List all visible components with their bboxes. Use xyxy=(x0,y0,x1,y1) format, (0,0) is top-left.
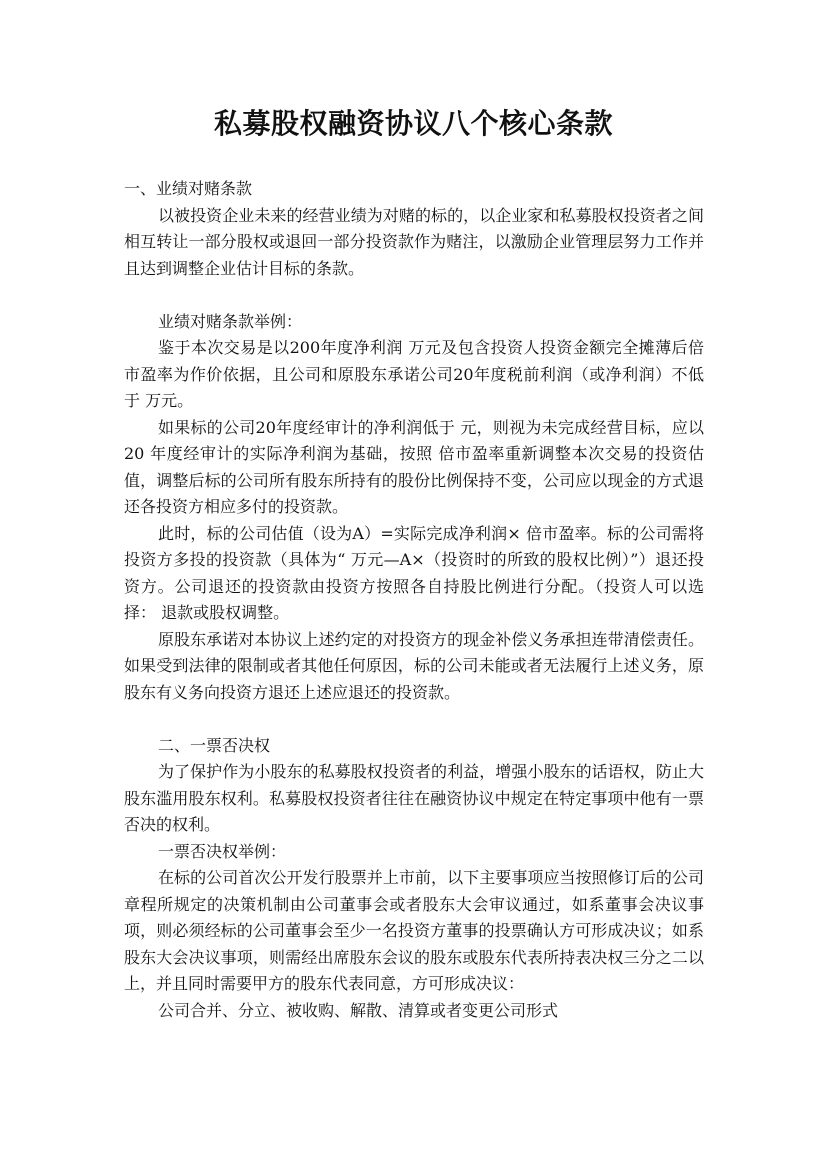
section-heading-performance-gamble: 一、业绩对赌条款 xyxy=(124,179,253,198)
subheading-performance-gamble-example: 业绩对赌条款举例： xyxy=(158,311,303,331)
paragraph-target-not-met: 如果标的公司20年度经审计的净利润低于 元，则视为未完成经营目标，应以20 年度经审计的实际净利润为基础，按照 倍市盈率重新调整本次交易的投资估值，调整后标的公司所有股东所持有的股份比例保持不变，公司应以现金的方式退还各投资方相应多付的投资款。 xyxy=(124,417,704,516)
paragraph-transaction-basis: 鉴于本次交易是以200年度净利润 万元及包含投资人投资金额完全摊薄后倍市盈率为作价依据，且公司和原股东承诺公司20年度税前利润（或净利润）不低于 万元。 xyxy=(124,338,704,410)
paragraph-joint-liability: 原股东承诺对本协议上述约定的对投资方的现金补偿义务承担连带清偿责任。如果受到法律的限制或者其他任何原因，标的公司未能或者无法履行上述义务，原股东有义务向投资方退还上述应退还的投资款。 xyxy=(124,629,704,702)
document-body xyxy=(124,176,704,1024)
paragraph-veto-item-merger: 公司合并、分立、被收购、解散、清算或者变更公司形式 xyxy=(158,1000,559,1020)
document-title: 私募股权融资协议八个核心条款 xyxy=(213,107,613,140)
paragraph-veto-right-mechanism: 在标的公司首次公开发行股票并上市前，以下主要事项应当按照修订后的公司章程所规定的决策机制由公司董事会或者股东大会审议通过，如系董事会决议事项，则必须经标的公司董事会至少一名投资方董事的投票确认方可形成决议；如系股东大会决议事项，则需经出席股东会议的股东或股东代表所持表决权三分之二以上，并且同时需要甲方的股东代表同意，方可形成决议： xyxy=(124,868,704,993)
blank-line xyxy=(124,282,704,309)
blank-line xyxy=(124,706,704,733)
subheading-veto-right-example: 一票否决权举例： xyxy=(158,841,287,861)
paragraph-performance-gamble-definition: 以被投资企业未来的经营业绩为对赌的标的，以企业家和私募股权投资者之间相互转让一部分股权或退回一部分投资款作为赌注，以激励企业管理层努力工作并且达到调整企业估计目标的条款。 xyxy=(124,205,704,278)
paragraph-valuation-refund: 此时，标的公司估值（设为A）=实际完成净利润× 倍市盈率。标的公司需将投资方多投的投资款（具体为“ 万元—A×（投资时的所致的股权比例）”）退还投资方。公司退还的投资款由投资方按照各自持股比例进行分配。（投资人可以选择： 退款或股权调整。 xyxy=(124,523,704,622)
section-heading-veto-right: 二、一票否决权 xyxy=(158,735,271,755)
paragraph-veto-right-purpose: 为了保护作为小股东的私募股权投资者的利益，增强小股东的话语权，防止大股东滥用股东权利。私募股权投资者往往在融资协议中规定在特定事项中他有一票否决的权利。 xyxy=(124,762,704,834)
